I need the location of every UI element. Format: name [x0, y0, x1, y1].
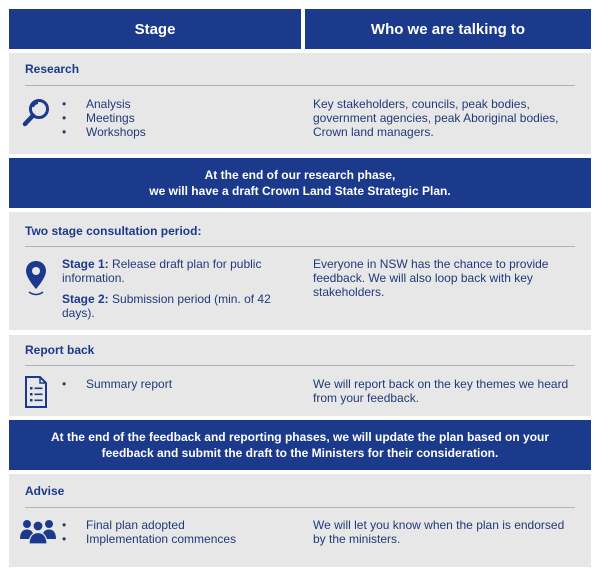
stage-1-desc: Release draft plan for public information.	[62, 257, 262, 285]
magnifier-icon	[22, 97, 52, 129]
banner-line: we will have a draft Crown Land State Strategic Plan.	[149, 184, 451, 198]
stage-header-label: Stage	[134, 20, 176, 38]
list-item: • Meetings	[62, 111, 282, 125]
document-list-icon	[24, 375, 48, 409]
stage-2-label: Stage 2:	[62, 292, 109, 306]
people-group-icon	[20, 517, 56, 545]
stage-1-text	[62, 257, 272, 285]
consultation-divider	[25, 246, 575, 247]
banner-line: At the end of the feedback and reporting phases, we will update the plan based on your	[50, 430, 550, 444]
advise-title: Advise	[25, 484, 65, 498]
report-title: Report back	[25, 343, 95, 357]
list-item: • Analysis	[62, 97, 282, 111]
who-header	[305, 9, 591, 49]
location-pin-icon	[24, 259, 48, 299]
stage-2-text	[62, 292, 272, 320]
research-who: Key stakeholders, councils, peak bodies, government agencies, peak Aboriginal bodies, Crown land managers.	[313, 97, 559, 139]
banner-line: At the end of our research phase,	[204, 168, 396, 182]
advise-divider	[25, 507, 575, 508]
report-divider	[25, 365, 575, 366]
stage-2-desc: Submission period (min. of 42 days).	[62, 292, 271, 320]
research-divider	[25, 85, 575, 86]
feedback-outcome-banner	[9, 420, 591, 470]
list-item: • Implementation commences	[62, 532, 302, 546]
list-item: • Final plan adopted	[62, 518, 302, 532]
report-who: We will report back on the key themes we heard from your feedback.	[313, 377, 569, 405]
list-item: • Workshops	[62, 125, 282, 139]
advise-list	[62, 518, 302, 546]
banner-line: feedback and submit the draft to the Ministers for their consideration.	[101, 446, 499, 460]
report-list	[62, 377, 282, 391]
research-list	[62, 97, 282, 139]
consultation-title: Two stage consultation period:	[25, 224, 202, 238]
stage-1-label: Stage 1:	[62, 257, 109, 271]
research-outcome-banner	[9, 158, 591, 208]
advise-who: We will let you know when the plan is endorsed by the ministers.	[313, 518, 565, 546]
research-title: Research	[25, 62, 80, 76]
stage-header	[9, 9, 301, 49]
list-item: • Summary report	[62, 377, 282, 391]
who-header-label: Who we are talking to	[370, 20, 526, 38]
consultation-who: Everyone in NSW has the chance to provide feedback. We will also loop back with key stakeholders.	[313, 257, 549, 299]
